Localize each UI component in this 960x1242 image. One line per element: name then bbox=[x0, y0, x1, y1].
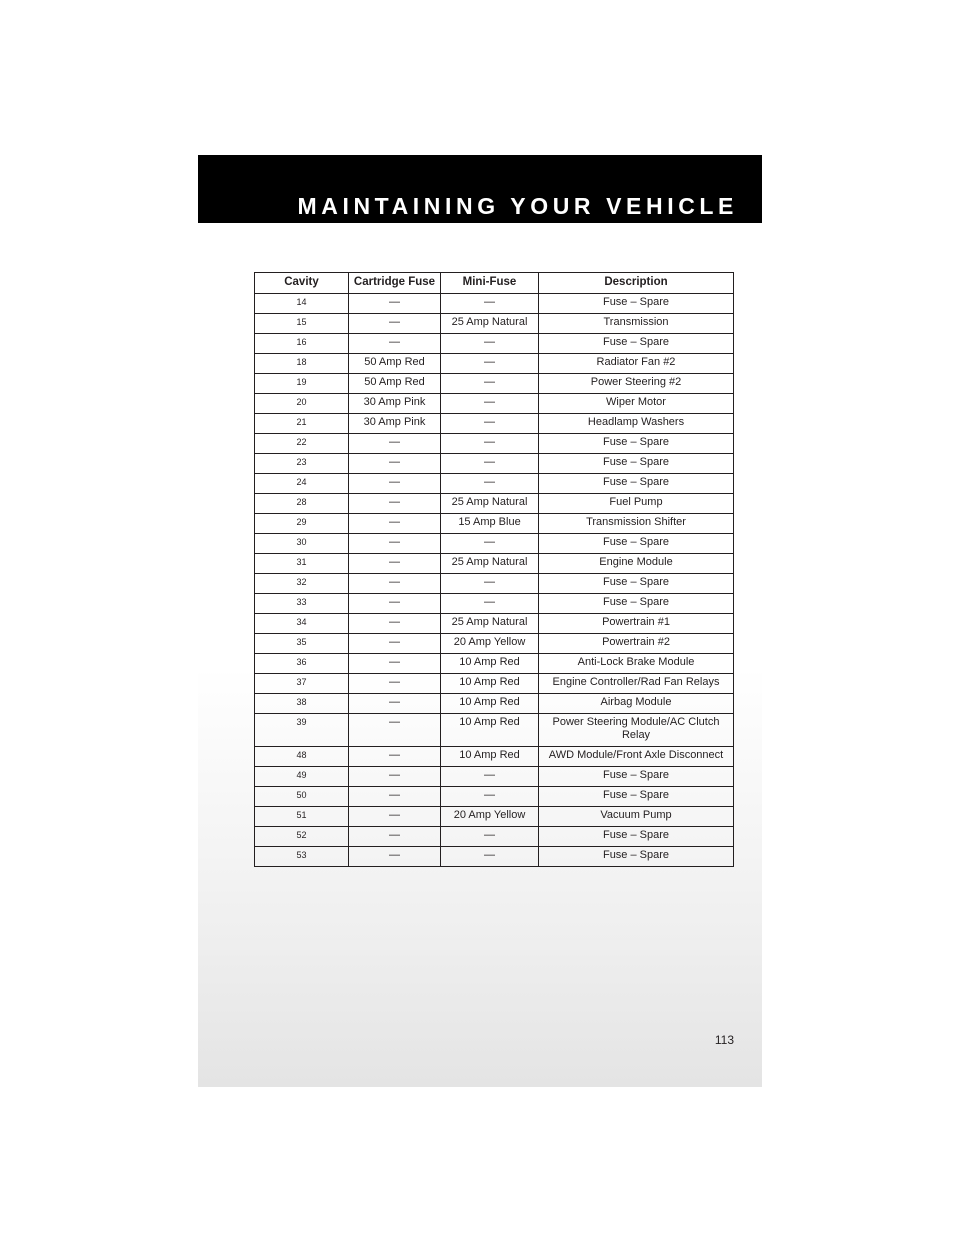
cavity-cell: 29 bbox=[255, 514, 349, 534]
table-row bbox=[255, 634, 734, 654]
mini-fuse-cell: — bbox=[441, 294, 539, 314]
mini-fuse-cell: — bbox=[441, 374, 539, 394]
table-row bbox=[255, 474, 734, 494]
cartridge-fuse-cell: 30 Amp Pink bbox=[349, 414, 441, 434]
description-cell: Fuel Pump bbox=[539, 494, 734, 514]
cartridge-fuse-cell: — bbox=[349, 534, 441, 554]
cavity-cell: 32 bbox=[255, 574, 349, 594]
description-cell: Radiator Fan #2 bbox=[539, 354, 734, 374]
cavity-cell: 31 bbox=[255, 554, 349, 574]
column-header-mini-fuse: Mini-Fuse bbox=[441, 273, 539, 294]
cavity-cell: 52 bbox=[255, 827, 349, 847]
description-cell: Fuse – Spare bbox=[539, 787, 734, 807]
table-row bbox=[255, 334, 734, 354]
description-cell: Engine Controller/Rad Fan Relays bbox=[539, 674, 734, 694]
cartridge-fuse-cell: — bbox=[349, 827, 441, 847]
table-row bbox=[255, 847, 734, 867]
description-cell: Fuse – Spare bbox=[539, 847, 734, 867]
table-row bbox=[255, 767, 734, 787]
cartridge-fuse-cell: — bbox=[349, 314, 441, 334]
description-cell: Powertrain #1 bbox=[539, 614, 734, 634]
cartridge-fuse-cell: — bbox=[349, 514, 441, 534]
cartridge-fuse-cell: 30 Amp Pink bbox=[349, 394, 441, 414]
cartridge-fuse-cell: — bbox=[349, 594, 441, 614]
mini-fuse-cell: — bbox=[441, 827, 539, 847]
cartridge-fuse-cell: — bbox=[349, 674, 441, 694]
description-cell: Fuse – Spare bbox=[539, 434, 734, 454]
table-row bbox=[255, 514, 734, 534]
cavity-cell: 18 bbox=[255, 354, 349, 374]
mini-fuse-cell: 20 Amp Yellow bbox=[441, 807, 539, 827]
cavity-cell: 24 bbox=[255, 474, 349, 494]
mini-fuse-cell: 25 Amp Natural bbox=[441, 314, 539, 334]
cavity-cell: 51 bbox=[255, 807, 349, 827]
description-cell: Power Steering #2 bbox=[539, 374, 734, 394]
page-number: 113 bbox=[714, 1033, 734, 1047]
description-cell: Power Steering Module/AC Clutch Relay bbox=[539, 714, 734, 747]
mini-fuse-cell: — bbox=[441, 594, 539, 614]
mini-fuse-cell: 10 Amp Red bbox=[441, 674, 539, 694]
description-cell: Vacuum Pump bbox=[539, 807, 734, 827]
cavity-cell: 30 bbox=[255, 534, 349, 554]
table-header-row bbox=[255, 273, 734, 294]
description-cell: AWD Module/Front Axle Disconnect bbox=[539, 747, 734, 767]
cavity-cell: 38 bbox=[255, 694, 349, 714]
cavity-cell: 37 bbox=[255, 674, 349, 694]
cavity-cell: 36 bbox=[255, 654, 349, 674]
cavity-cell: 33 bbox=[255, 594, 349, 614]
table-row bbox=[255, 654, 734, 674]
table-row bbox=[255, 414, 734, 434]
mini-fuse-cell: — bbox=[441, 474, 539, 494]
table-row bbox=[255, 494, 734, 514]
table-row bbox=[255, 594, 734, 614]
table-row bbox=[255, 714, 734, 747]
table-row bbox=[255, 747, 734, 767]
table-row bbox=[255, 614, 734, 634]
column-header-description: Description bbox=[539, 273, 734, 294]
cartridge-fuse-cell: — bbox=[349, 694, 441, 714]
cartridge-fuse-cell: — bbox=[349, 474, 441, 494]
table-row bbox=[255, 294, 734, 314]
cavity-cell: 53 bbox=[255, 847, 349, 867]
table-row bbox=[255, 374, 734, 394]
mini-fuse-cell: — bbox=[441, 787, 539, 807]
mini-fuse-cell: — bbox=[441, 454, 539, 474]
mini-fuse-cell: — bbox=[441, 354, 539, 374]
mini-fuse-cell: — bbox=[441, 434, 539, 454]
cavity-cell: 15 bbox=[255, 314, 349, 334]
cartridge-fuse-cell: — bbox=[349, 334, 441, 354]
description-cell: Fuse – Spare bbox=[539, 574, 734, 594]
mini-fuse-cell: — bbox=[441, 414, 539, 434]
description-cell: Fuse – Spare bbox=[539, 534, 734, 554]
description-cell: Powertrain #2 bbox=[539, 634, 734, 654]
cartridge-fuse-cell: — bbox=[349, 574, 441, 594]
description-cell: Transmission bbox=[539, 314, 734, 334]
description-cell: Fuse – Spare bbox=[539, 474, 734, 494]
cavity-cell: 19 bbox=[255, 374, 349, 394]
table-row bbox=[255, 554, 734, 574]
mini-fuse-cell: 10 Amp Red bbox=[441, 694, 539, 714]
cavity-cell: 48 bbox=[255, 747, 349, 767]
cartridge-fuse-cell: — bbox=[349, 847, 441, 867]
description-cell: Fuse – Spare bbox=[539, 454, 734, 474]
cartridge-fuse-cell: — bbox=[349, 434, 441, 454]
description-cell: Fuse – Spare bbox=[539, 594, 734, 614]
mini-fuse-cell: — bbox=[441, 534, 539, 554]
description-cell: Fuse – Spare bbox=[539, 334, 734, 354]
cavity-cell: 49 bbox=[255, 767, 349, 787]
cavity-cell: 21 bbox=[255, 414, 349, 434]
section-title: MAINTAINING YOUR VEHICLE bbox=[297, 193, 738, 219]
table-row bbox=[255, 694, 734, 714]
cartridge-fuse-cell: — bbox=[349, 747, 441, 767]
table-row bbox=[255, 434, 734, 454]
cavity-cell: 16 bbox=[255, 334, 349, 354]
mini-fuse-cell: — bbox=[441, 767, 539, 787]
cartridge-fuse-cell: — bbox=[349, 714, 441, 747]
mini-fuse-cell: — bbox=[441, 394, 539, 414]
table-row bbox=[255, 827, 734, 847]
cavity-cell: 23 bbox=[255, 454, 349, 474]
description-cell: Headlamp Washers bbox=[539, 414, 734, 434]
mini-fuse-cell: — bbox=[441, 847, 539, 867]
cartridge-fuse-cell: — bbox=[349, 634, 441, 654]
cavity-cell: 39 bbox=[255, 714, 349, 747]
column-header-cartridge-fuse: Cartridge Fuse bbox=[349, 273, 441, 294]
description-cell: Wiper Motor bbox=[539, 394, 734, 414]
table-row bbox=[255, 574, 734, 594]
description-cell: Engine Module bbox=[539, 554, 734, 574]
description-cell: Fuse – Spare bbox=[539, 827, 734, 847]
description-cell: Transmission Shifter bbox=[539, 514, 734, 534]
cavity-cell: 50 bbox=[255, 787, 349, 807]
cartridge-fuse-cell: — bbox=[349, 494, 441, 514]
mini-fuse-cell: 20 Amp Yellow bbox=[441, 634, 539, 654]
mini-fuse-cell: — bbox=[441, 574, 539, 594]
cartridge-fuse-cell: — bbox=[349, 807, 441, 827]
table-row bbox=[255, 454, 734, 474]
cavity-cell: 22 bbox=[255, 434, 349, 454]
description-cell: Fuse – Spare bbox=[539, 767, 734, 787]
cartridge-fuse-cell: — bbox=[349, 767, 441, 787]
table-row bbox=[255, 394, 734, 414]
mini-fuse-cell: 15 Amp Blue bbox=[441, 514, 539, 534]
description-cell: Fuse – Spare bbox=[539, 294, 734, 314]
table-row bbox=[255, 807, 734, 827]
cavity-cell: 20 bbox=[255, 394, 349, 414]
cartridge-fuse-cell: — bbox=[349, 554, 441, 574]
cartridge-fuse-cell: 50 Amp Red bbox=[349, 354, 441, 374]
description-cell: Anti-Lock Brake Module bbox=[539, 654, 734, 674]
cavity-cell: 35 bbox=[255, 634, 349, 654]
cartridge-fuse-cell: — bbox=[349, 294, 441, 314]
cartridge-fuse-cell: — bbox=[349, 654, 441, 674]
cavity-cell: 14 bbox=[255, 294, 349, 314]
fuse-table bbox=[254, 272, 734, 867]
cartridge-fuse-cell: — bbox=[349, 787, 441, 807]
cavity-cell: 28 bbox=[255, 494, 349, 514]
cartridge-fuse-cell: — bbox=[349, 454, 441, 474]
cartridge-fuse-cell: — bbox=[349, 614, 441, 634]
mini-fuse-cell: 10 Amp Red bbox=[441, 654, 539, 674]
manual-page bbox=[198, 155, 762, 1087]
table-row bbox=[255, 534, 734, 554]
column-header-cavity: Cavity bbox=[255, 273, 349, 294]
mini-fuse-cell: 25 Amp Natural bbox=[441, 554, 539, 574]
table-row bbox=[255, 787, 734, 807]
section-header-bar bbox=[198, 155, 762, 223]
cavity-cell: 34 bbox=[255, 614, 349, 634]
mini-fuse-cell: 10 Amp Red bbox=[441, 714, 539, 747]
mini-fuse-cell: — bbox=[441, 334, 539, 354]
cartridge-fuse-cell: 50 Amp Red bbox=[349, 374, 441, 394]
mini-fuse-cell: 25 Amp Natural bbox=[441, 614, 539, 634]
mini-fuse-cell: 25 Amp Natural bbox=[441, 494, 539, 514]
table-row bbox=[255, 354, 734, 374]
table-row bbox=[255, 674, 734, 694]
table-row bbox=[255, 314, 734, 334]
mini-fuse-cell: 10 Amp Red bbox=[441, 747, 539, 767]
description-cell: Airbag Module bbox=[539, 694, 734, 714]
